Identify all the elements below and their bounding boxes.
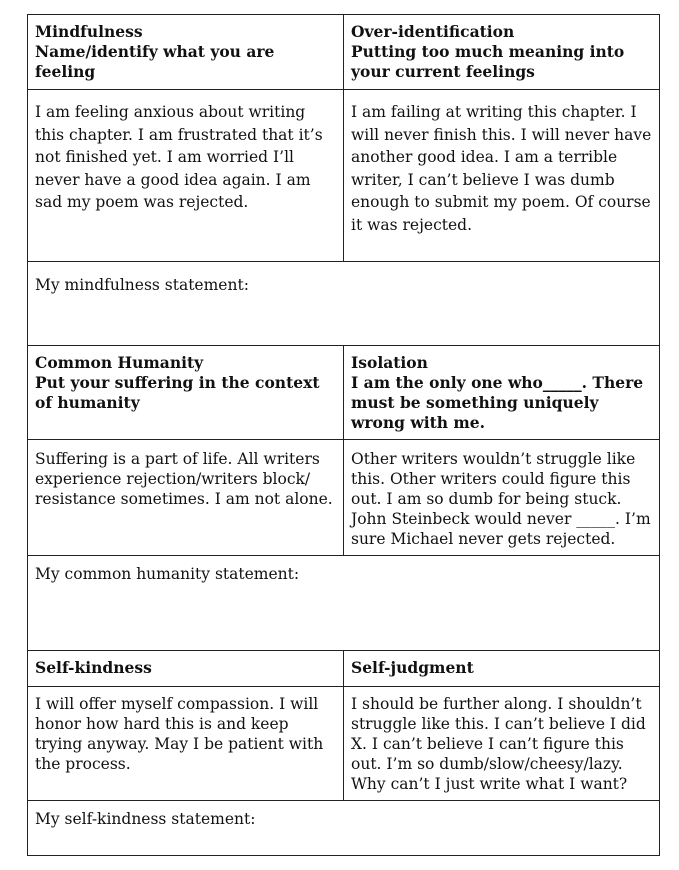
- mindfulness-statement-label: My mindfulness statement:: [35, 276, 249, 294]
- self-kindness-title: Self-kindness: [35, 658, 152, 677]
- isolation-title: Isolation: [351, 353, 428, 372]
- common-humanity-header-cell: [28, 353, 343, 439]
- isolation-example-text: Other writers wouldn’t struggle like this. Other writers could figure this out. I am so dumb for being stuck. John Steinbeck would never _____. I’m sure Michael never gets rejected.: [351, 450, 651, 548]
- over-identification-title: Over-identification: [351, 22, 515, 41]
- self-kindness-statement-label: My self-kindness statement:: [35, 810, 256, 828]
- common-humanity-example-text: Suffering is a part of life. All writers experience rejection/writers block/ resistance sometimes. I am not alone.: [35, 450, 333, 508]
- self-judgment-header-cell: [344, 658, 660, 686]
- common-humanity-statement-label: My common humanity statement:: [35, 565, 300, 583]
- mindfulness-example-text: I am feeling anxious about writing this chapter. I am frustrated that it’s not finished yet. I am worried I’ll never have a good idea again. I am sad my poem was rejected.: [35, 103, 323, 211]
- over-identification-subtitle: Putting too much meaning into your current feelings: [351, 42, 625, 81]
- row-divider: [28, 555, 659, 556]
- row-divider: [28, 261, 659, 262]
- common-humanity-title: Common Humanity: [35, 353, 204, 372]
- isolation-header-cell: [344, 353, 660, 439]
- self-kindness-header-cell: [28, 658, 343, 686]
- common-humanity-subtitle: Put your suffering in the context of humanity: [35, 373, 320, 412]
- mindfulness-title: Mindfulness: [35, 22, 143, 41]
- self-kindness-example-text: I will offer myself compassion. I will honor how hard this is and keep trying anyway. May I be patient with the process.: [35, 695, 324, 773]
- isolation-subtitle: I am the only one who_____. There must be something uniquely wrong with me.: [351, 373, 644, 432]
- self-judgment-example-text: I should be further along. I shouldn’t struggle like this. I can’t believe I did X. I can’t believe I can’t figure this out. I’m so dumb/slow/cheesy/lazy. Why can’t I just write what I want?: [351, 695, 646, 793]
- mindfulness-header-cell: [28, 15, 343, 89]
- over-identification-example-text: I am failing at writing this chapter. I will never finish this. I will never have another good idea. I am a terrible writer, I can’t believe I was dumb enough to submit my poem. Of course it was rejected.: [351, 103, 652, 234]
- self-judgment-title: Self-judgment: [351, 658, 474, 677]
- mindfulness-subtitle: Name/identify what you are feeling: [35, 42, 275, 81]
- over-identification-header-cell: [344, 15, 660, 89]
- row-divider: [28, 800, 659, 801]
- self-compassion-worksheet-table: [27, 14, 660, 856]
